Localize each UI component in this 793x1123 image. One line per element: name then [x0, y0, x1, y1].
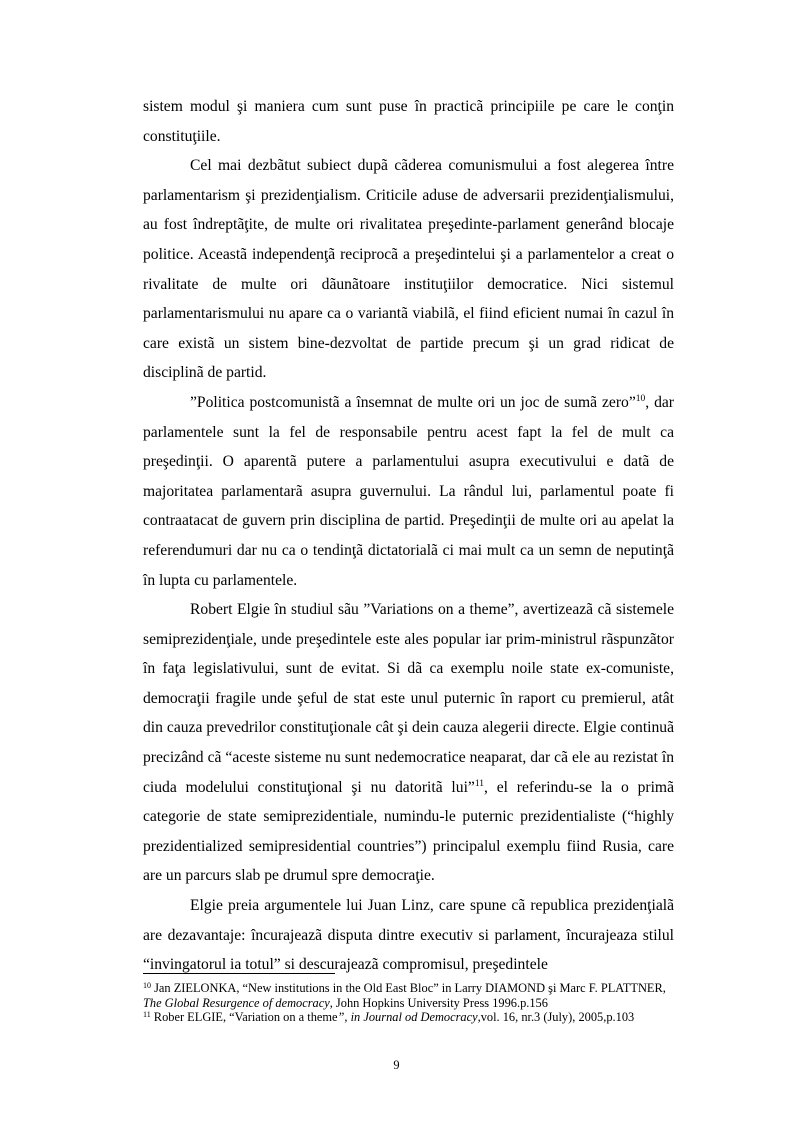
- footnote-10-number: 10: [143, 981, 151, 990]
- footnote-ref-11[interactable]: 11: [474, 778, 484, 789]
- paragraph-4-text-b: , el referindu-se la o primã categorie de state semiprezidentiale, numindu-le puternic prezidentialiste (“highly prezidentialized semipresidential countries”) principalul exemplu fiind Rusia, care are un parcurs slab pe drumul spre democraţie.: [143, 778, 674, 885]
- paragraph-3-text-b: , dar parlamentele sunt la fel de responsabile pentru acest fapt la fel de mult ca preşedinţii. O aparentã putere a parlamentului asupra executivului e datã de majoritatea parlamentarã asupra guvernului. La rândul lui, parlamentul poate fi contraatacat de guvern prin disciplina de partid. Preşedinţii de multe ori au apelat la referendumuri dar nu ca o tendinţã dictatorialã ci mai mult ca un semn de neputinţã în lupta cu parlamentele.: [143, 393, 674, 589]
- paragraph-4: [143, 595, 674, 891]
- footnote-11-number: 11: [143, 1010, 151, 1020]
- paragraph-3: [143, 388, 674, 595]
- footnote-10: [143, 981, 683, 1010]
- footnote-11-journal-title: Journal od Democracy: [363, 1010, 478, 1025]
- footnote-10-text-a: Jan ZIELONKA, “New institutions in the Old East Bloc” in Larry DIAMOND şi Marc F. PLATTNER,: [151, 981, 666, 995]
- footnote-10-book-title: The Global Resurgence of democracy: [143, 995, 330, 1010]
- body-text: [143, 92, 674, 980]
- footnote-11: [143, 1010, 683, 1025]
- footnote-11-text-italic: ”, in: [337, 1010, 364, 1025]
- footnotes: [143, 981, 683, 1025]
- page-number: 9: [393, 1058, 400, 1072]
- paragraph-5: [143, 891, 674, 980]
- paragraph-2-text: Cel mai dezbãtut subiect dupã cãderea comunismului a fost alegerea între parlamentarism şi prezidenţialism. Criticile aduse de adversarii prezidenţialismului, au fost îndreptãţite, de multe ori rivalitatea preşedinte-parlament generând blocaje politice. Aceastã independenţã reciprocã a preşedintelui şi a parlamentelor a creat o rivalitate de multe ori dãunãtoare instituţiilor democratice. Nici sistemul parlamentarismului nu apare ca o variantã viabilã, el fiind eficient numai în cazul în care existã un sistem bine-dezvoltat de partide precum şi un grad ridicat de disciplinã de partid.: [143, 157, 674, 382]
- paragraph-3-text-a: ”Politica postcomunistã a însemnat de multe ori un joc de sumã zero”: [190, 393, 636, 411]
- paragraph-1-text: sistem modul şi maniera cum sunt puse în practicã principiile pe care le conţin constituţiile.: [143, 98, 674, 145]
- footnote-ref-10[interactable]: 10: [635, 393, 646, 404]
- footnote-10-text-b: , John Hopkins University Press 1996.p.156: [329, 995, 548, 1010]
- footnote-11-text-b: ,vol. 16, nr.3 (July), 2005,p.103: [477, 1010, 635, 1025]
- footnote-divider: [143, 973, 335, 974]
- footnote-11-text-a: Rober ELGIE, “Variation on a theme: [150, 1010, 338, 1025]
- paragraph-4-text-a: Robert Elgie în studiul sãu ”Variations on a theme”, avertizeazã cã sistemele semiprezidenţiale, unde preşedintele este ales popular iar prim-ministrul rãspunzãtor în faţa legislativului, sunt de evitat. Si dã ca exemplu noile state ex-comuniste, democraţii fragile unde şeful de stat este unul puternic în raport cu premierul, atât din cauza prevedrilor constituţionale cât şi dein cauza alegerii directe. Elgie continuã precizând cã “aceste sisteme nu sunt nedemocratice neaparat, dar cã ele au rezistat în ciuda modelului constituţional şi nu datoritã lui”: [143, 601, 674, 796]
- paragraph-2: [143, 151, 674, 388]
- paragraph-1: [143, 92, 674, 151]
- paragraph-5-text: Elgie preia argumentele lui Juan Linz, care spune cã republica prezidenţialã are dezavantaje: încurajeazã disputa dintre executiv si parlament, încurajeaza stilul “invingatorul ia totul” si descurajeazã compromisul, preşedintele: [143, 897, 674, 974]
